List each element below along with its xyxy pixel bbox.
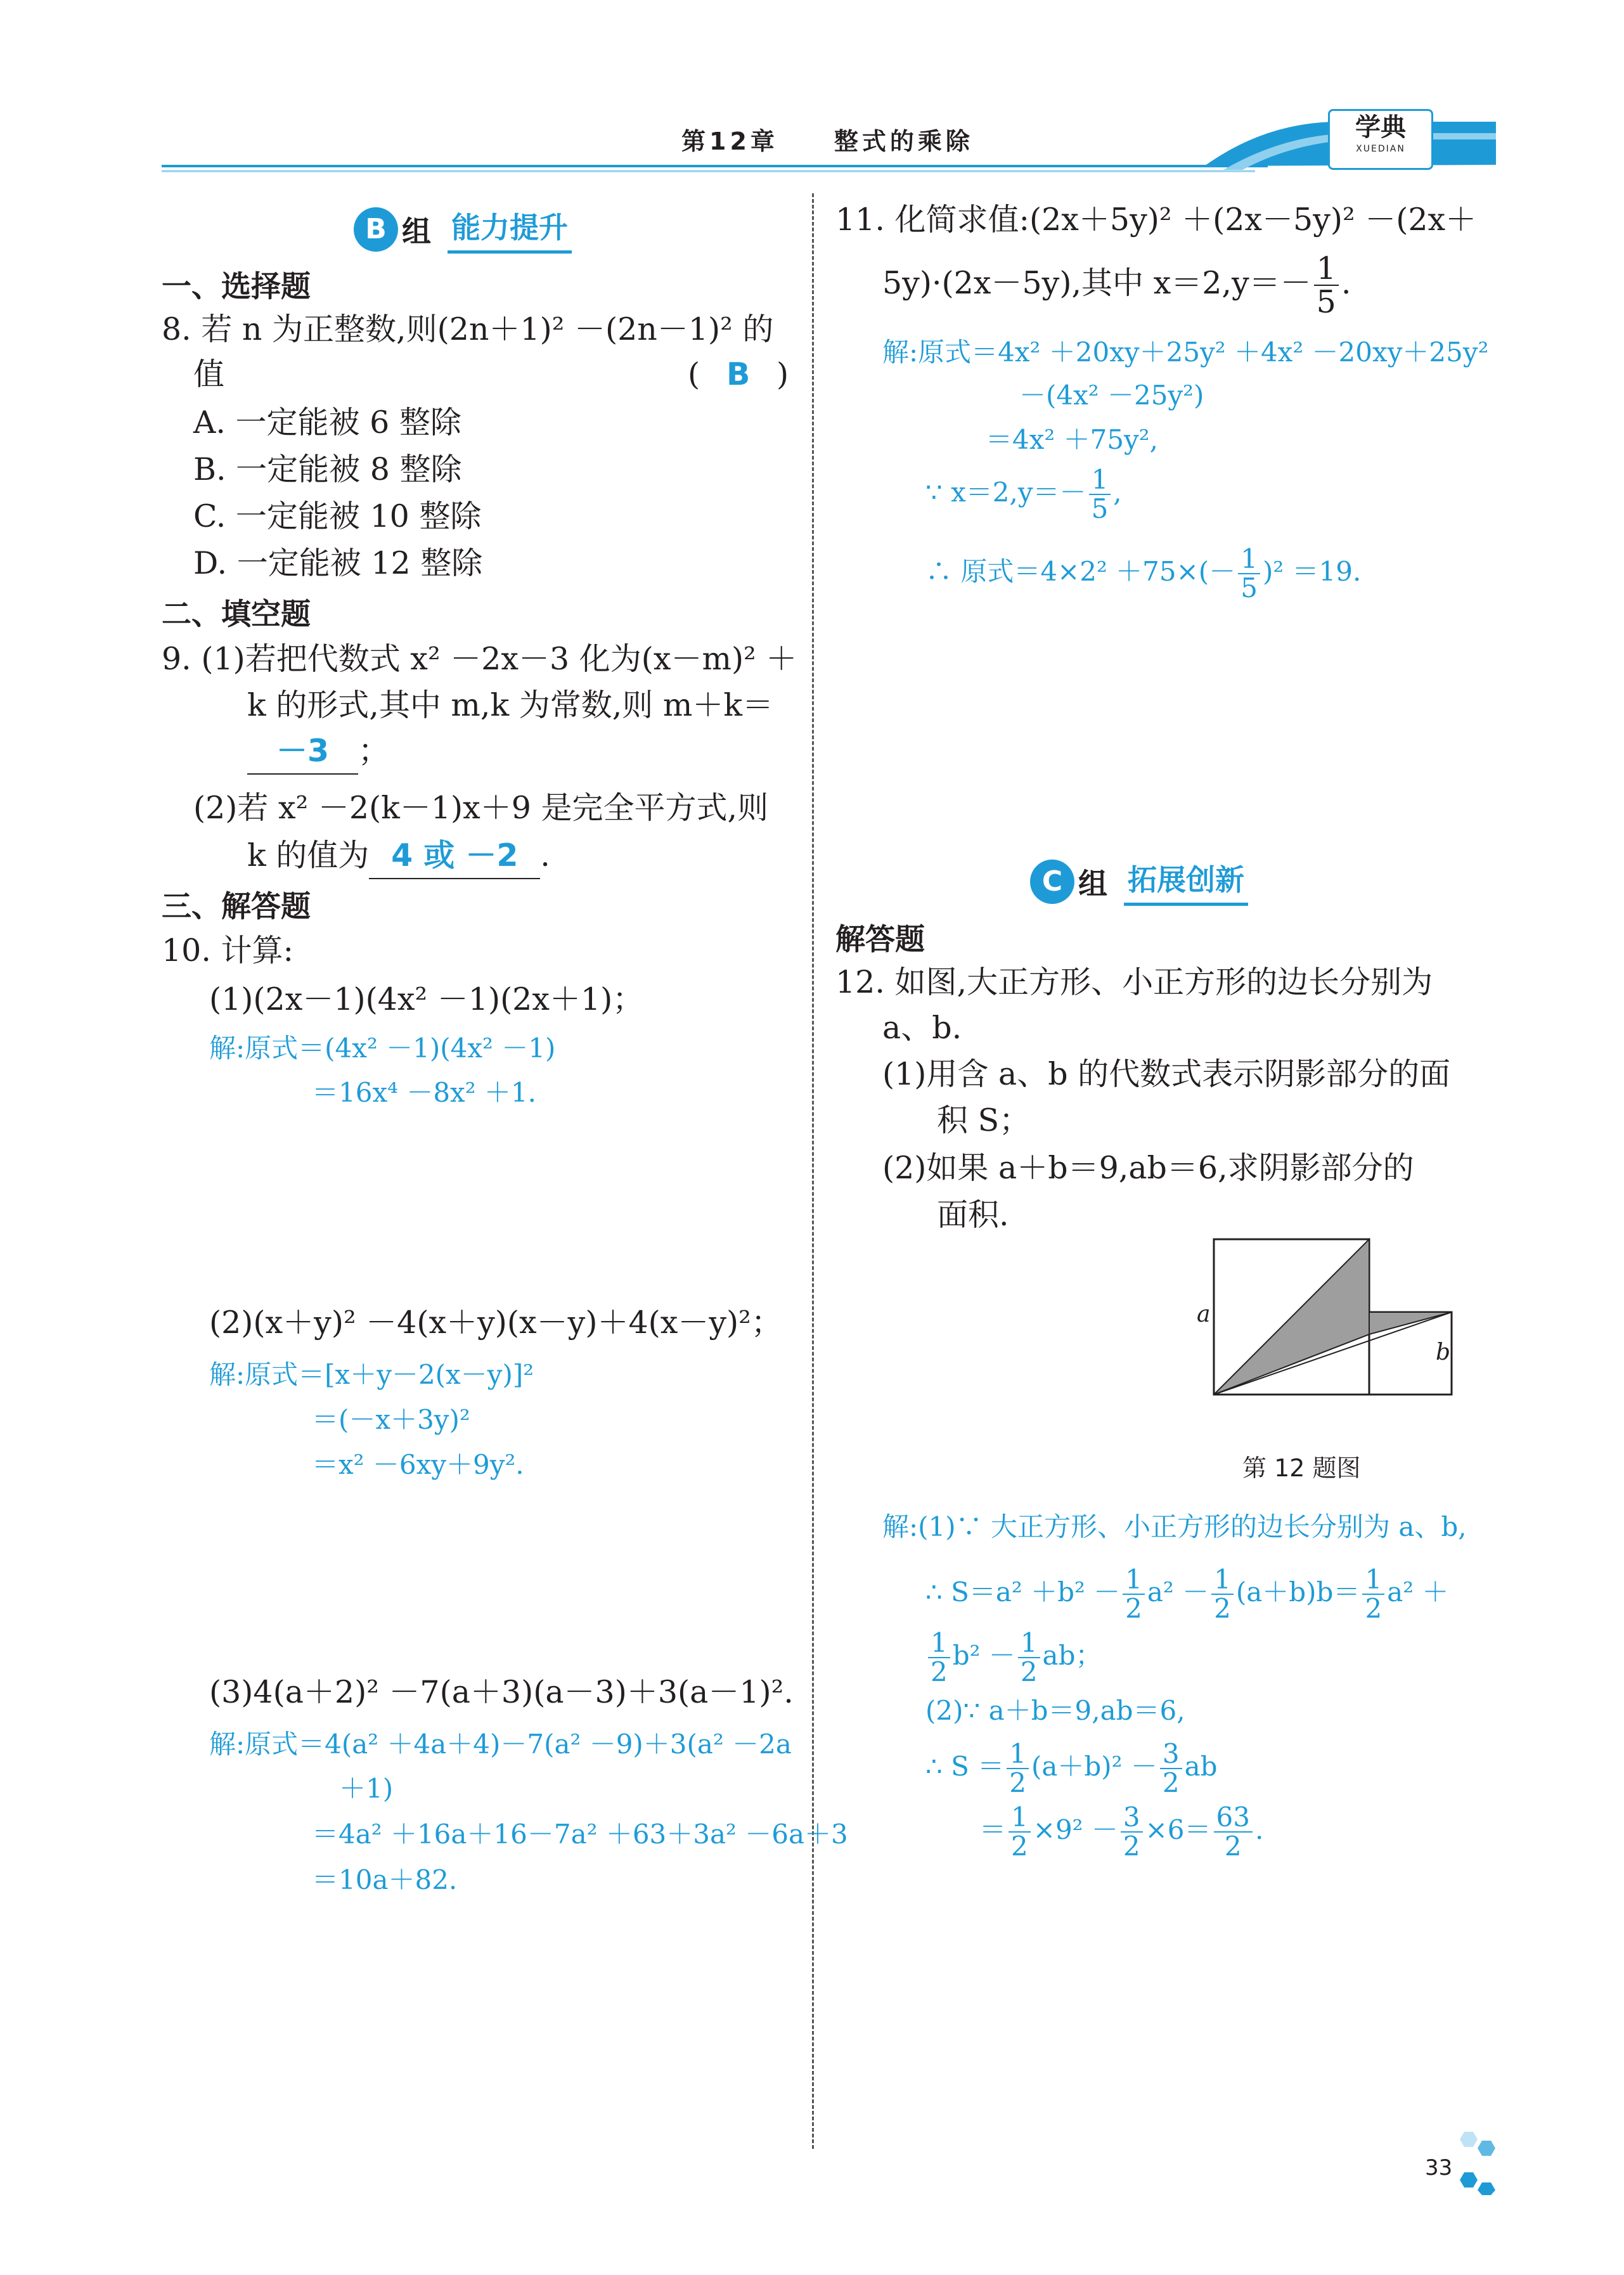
frac-num: 3 [1121, 1803, 1143, 1833]
q8-bracket-open: ( [688, 356, 700, 392]
frac-half-5 [1018, 1629, 1040, 1686]
frac-half-7 [1009, 1803, 1031, 1860]
frac-num: 63 [1214, 1803, 1253, 1833]
q12-sol-2 [925, 1566, 1448, 1623]
frac-half-2 [1211, 1566, 1234, 1623]
frac-den: 2 [1011, 1831, 1028, 1862]
q10-p1-sol-1: 解:原式＝(4x² －1)(4x² －1) [209, 1033, 556, 1064]
frac-half-3 [1362, 1566, 1384, 1623]
q12-sol-4: (2)∵ a＋b＝9,ab＝6, [925, 1695, 1185, 1726]
q11-sol5-pre: ∴ 原式＝4×2² ＋75×(－ [925, 556, 1236, 588]
q12-p1-line2: 积 S； [937, 1102, 1031, 1138]
q12-sol3-end: ab； [1042, 1640, 1102, 1672]
q11-sol4-end: , [1113, 477, 1122, 508]
figure-label-a: a [1197, 1301, 1211, 1327]
q11-sol-4 [925, 466, 1122, 523]
q11-sol-3: ＝4x² ＋75y², [986, 424, 1158, 455]
frac-num: 1 [1018, 1629, 1040, 1658]
q8-option-d: D. 一定能被 12 整除 [193, 545, 483, 581]
q12-sol-5 [925, 1740, 1218, 1797]
q9-p2-line2 [247, 834, 550, 879]
q11-sol4-num: 1 [1089, 466, 1111, 495]
q11-fraction [1314, 252, 1339, 319]
q10-p2-sol-3: ＝x² －6xy＋9y². [312, 1449, 524, 1480]
figure-caption: 第 12 题图 [1242, 1454, 1361, 1482]
q11-sol5-den: 5 [1241, 572, 1258, 604]
q9-p2-end: . [540, 837, 550, 873]
group-c-zu: 组 [1078, 866, 1107, 901]
q11-line2-end: . [1341, 264, 1351, 301]
frac-half-6 [1007, 1740, 1029, 1797]
frac-num: 1 [1123, 1566, 1145, 1595]
group-b-heading [354, 205, 572, 254]
q10-p2-sol-2: ＝(－x＋3y)² [312, 1404, 470, 1435]
q12-sol2-mid1: a² － [1147, 1576, 1209, 1608]
group-b-title: 能力提升 [448, 205, 572, 254]
page-number: 33 [1425, 2155, 1453, 2181]
q10-p3-sol-4: ＝10a＋82. [312, 1864, 458, 1895]
q10-p3: (3)4(a＋2)² －7(a＋3)(a－3)＋3(a－1)². [209, 1674, 794, 1710]
frac-den: 2 [1125, 1593, 1142, 1625]
group-b-zu: 组 [402, 214, 431, 248]
q9-p2-answer: 4 或 －2 [369, 834, 540, 879]
q10-p2: (2)(x＋y)² －4(x＋y)(x－y)＋4(x－y)²； [209, 1305, 782, 1341]
q12-line1: 12. 如图,大正方形、小正方形的边长分别为 [835, 964, 1433, 1000]
frac-num: 1 [1362, 1566, 1384, 1595]
logo-sub: XUEDIAN [1356, 144, 1405, 154]
chapter-title: 第12章 整式的乘除 [681, 127, 974, 155]
frac-den: 2 [1020, 1656, 1038, 1688]
frac-num: 1 [1007, 1740, 1029, 1769]
group-c-title: 拓展创新 [1124, 857, 1248, 906]
q12-sol5-end: ab [1184, 1751, 1218, 1782]
q10-p3-sol-1: 解:原式＝4(a² ＋4a＋4)－7(a² －9)＋3(a² －2a [209, 1729, 792, 1760]
frac-den: 2 [1162, 1767, 1180, 1799]
q12-p1-line1: (1)用含 a、b 的代数式表示阴影部分的面 [882, 1056, 1451, 1092]
q12-sol5-mid: (a＋b)² － [1031, 1751, 1157, 1782]
q8-option-b: B. 一定能被 8 整除 [193, 451, 462, 487]
q8-line2: 值 [193, 356, 225, 392]
q12-sol5-pre: ∴ S ＝ [925, 1751, 1005, 1782]
q11-frac-den: 5 [1316, 284, 1336, 321]
q12-sol-1: 解:(1)∵ 大正方形、小正方形的边长分别为 a、b, [882, 1511, 1467, 1542]
frac-den: 2 [1009, 1767, 1026, 1799]
frac-result [1214, 1803, 1253, 1860]
q12-sol6-pre: ＝ [979, 1814, 1007, 1846]
shaded-triangle-large [1214, 1239, 1369, 1395]
q11-sol4-pre: ∵ x＝2,y＝－ [925, 477, 1086, 508]
q11-sol-5 [925, 545, 1361, 602]
q12-p2-line2: 面积. [937, 1197, 1009, 1233]
q8-line1: 8. 若 n 为正整数,则(2n＋1)² －(2n－1)² 的 [162, 311, 774, 347]
section-choice: 一、选择题 [162, 269, 311, 304]
q9-p2-line1: (2)若 x² －2(k－1)x＋9 是完全平方式,则 [193, 790, 769, 826]
q11-line2 [882, 252, 1351, 319]
frac-num: 1 [1211, 1566, 1234, 1595]
frac-num: 1 [928, 1629, 950, 1658]
frac-den: 2 [931, 1656, 948, 1688]
q11-frac-num: 1 [1314, 252, 1339, 286]
q10-p1: (1)(2x－1)(4x² －1)(2x＋1)； [209, 981, 644, 1017]
q10-p2-sol-1: 解:原式＝[x＋y－2(x－y)]² [209, 1359, 534, 1390]
q11-sol4-den: 5 [1091, 493, 1109, 525]
frac-three-halves-1 [1160, 1740, 1182, 1797]
q11-sol4-fraction [1089, 466, 1111, 523]
q12-sol3-mid: b² － [952, 1640, 1015, 1672]
q9-p1-line1: 9. (1)若把代数式 x² －2x－3 化为(x－m)² ＋ [162, 641, 797, 677]
group-c-heading [1030, 857, 1248, 906]
q11-line2-pre: 5y)·(2x－5y),其中 x＝2,y＝－ [882, 264, 1311, 301]
section-answer-c: 解答题 [835, 922, 925, 957]
q12-line2: a、b. [882, 1010, 962, 1046]
q12-sol6-end: . [1254, 1814, 1264, 1846]
q12-sol-6 [979, 1803, 1263, 1860]
frac-den: 2 [1365, 1593, 1382, 1625]
q8-option-a: A. 一定能被 6 整除 [193, 404, 461, 441]
group-b-badge: B [354, 207, 398, 252]
q9-p1-answer: －3 [247, 729, 358, 775]
q10-p1-sol-2: ＝16x⁴ －8x² ＋1. [312, 1077, 536, 1108]
q11-sol-2: －(4x² －25y²) [1019, 380, 1204, 411]
header [0, 95, 1624, 177]
q12-sol-3 [925, 1629, 1102, 1686]
figure-label-b: b [1436, 1339, 1451, 1365]
frac-half-1 [1123, 1566, 1145, 1623]
frac-den: 2 [1123, 1831, 1140, 1862]
q11-sol5-end: )² ＝19. [1262, 556, 1362, 588]
q11-sol-1: 解:原式＝4x² ＋20xy＋25y² ＋4x² －20xy＋25y² [882, 337, 1489, 368]
q9-p1-line2: k 的形式,其中 m,k 为常数,则 m＋k＝ [247, 687, 774, 723]
frac-num: 3 [1160, 1740, 1182, 1769]
logo-main: 学典 [1355, 113, 1406, 142]
q10-p3-sol-3: ＝4a² ＋16a＋16－7a² ＋63＋3a² －6a＋3 [312, 1819, 848, 1850]
section-answer: 三、解答题 [162, 889, 311, 924]
group-c-badge: C [1030, 860, 1074, 904]
frac-half-4 [928, 1629, 950, 1686]
q11-sol5-num: 1 [1238, 545, 1260, 574]
q9-p1-answer-row [247, 729, 389, 775]
q10-title: 10. 计算: [162, 932, 294, 969]
shaded-triangle-small [1369, 1312, 1452, 1334]
q12-figure [1192, 1233, 1458, 1442]
frac-num: 1 [1009, 1803, 1031, 1833]
logo [1328, 109, 1433, 170]
q11-line1: 11. 化简求值:(2x＋5y)² ＋(2x－5y)² －(2x＋ [835, 202, 1477, 238]
q12-sol2-pre: ∴ S＝a² ＋b² － [925, 1576, 1121, 1608]
q12-p2-line1: (2)如果 a＋b＝9,ab＝6,求阴影部分的 [882, 1150, 1414, 1186]
q12-sol6-mid1: ×9² － [1033, 1814, 1118, 1846]
q12-sol2-end: a² ＋ [1387, 1576, 1449, 1608]
hexagon-decoration-icon [1452, 2127, 1515, 2196]
q10-p3-sol-2: ＋1) [339, 1773, 394, 1804]
q9-p1-end: ； [358, 733, 390, 769]
q12-sol2-mid2: (a＋b)b＝ [1235, 1576, 1360, 1608]
section-fill: 二、填空题 [162, 597, 311, 632]
q8-bracket-close: ) [777, 356, 789, 392]
q12-sol6-mid2: ×6＝ [1145, 1814, 1211, 1846]
q8-answer: B [726, 356, 751, 392]
frac-den: 2 [1224, 1831, 1242, 1862]
q8-option-c: C. 一定能被 10 整除 [193, 498, 482, 534]
q9-p2-prefix: k 的值为 [247, 837, 370, 873]
frac-three-halves-2 [1121, 1803, 1143, 1860]
frac-den: 2 [1214, 1593, 1231, 1625]
q11-sol5-fraction [1238, 545, 1260, 602]
